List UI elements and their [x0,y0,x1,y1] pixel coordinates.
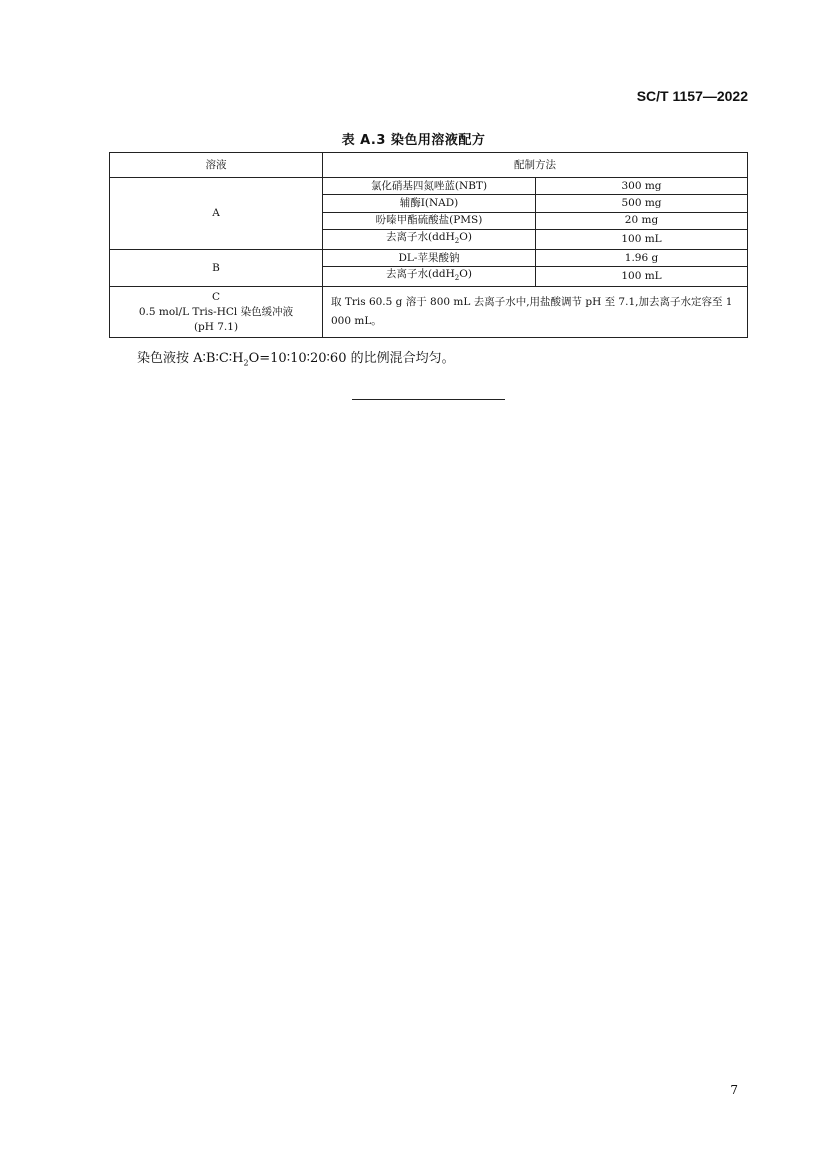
solution-c-letter: C [211,290,221,303]
standard-code: SC/T 1157—2022 [636,88,748,104]
solution-b-label: B [110,249,323,286]
mixing-note: 染色液按 $A∶B∶C∶H_2O=10∶10∶20∶60$ 的比例混合均匀。 [137,351,455,368]
header-method: 配制方法 [323,153,748,178]
solution-c-label [110,287,323,338]
reagent-name: DL-苹果酸钠 [323,249,536,266]
reagent-amount: 500 mg [536,195,748,212]
reagent-amount: 100 mL [536,267,748,287]
reagent-name: 去离子水(ddH$_2$O) [323,229,536,249]
table-header-row [110,153,748,178]
reagent-name: 去离子水(ddH$_2$O) [323,267,536,287]
header-solution: 溶液 [110,153,323,178]
reagent-amount: 20 mg [536,212,748,229]
end-rule [352,399,505,400]
reagent-name: 氯化硝基四氮唑蓝(NBT) [323,178,536,195]
solution-a-label: A [110,178,323,250]
reagent-amount: 100 mL [536,229,748,249]
solution-recipe-table [109,152,748,338]
table-row [110,249,748,266]
solution-c-ph: (pH 7.1) [193,320,239,333]
page-number: 7 [730,1083,738,1097]
reagent-amount: 1.96 g [536,249,748,266]
solution-c-method: 取 Tris 60.5 g 溶于 800 mL 去离子水中,用盐酸调节 pH 至 7.1,加去离子水定容至 1 000 mL。 [323,287,748,338]
solution-c-name: 0.5 mol/L Tris-HCl 染色缓冲液 [138,305,294,318]
reagent-name: 辅酶Ⅰ(NAD) [323,195,536,212]
table-row [110,287,748,338]
reagent-amount: 300 mg [536,178,748,195]
table-title: 表 A.3 染色用溶液配方 [341,133,486,148]
reagent-name: 吩嗪甲酯硫酸盐(PMS) [323,212,536,229]
table-row [110,178,748,195]
